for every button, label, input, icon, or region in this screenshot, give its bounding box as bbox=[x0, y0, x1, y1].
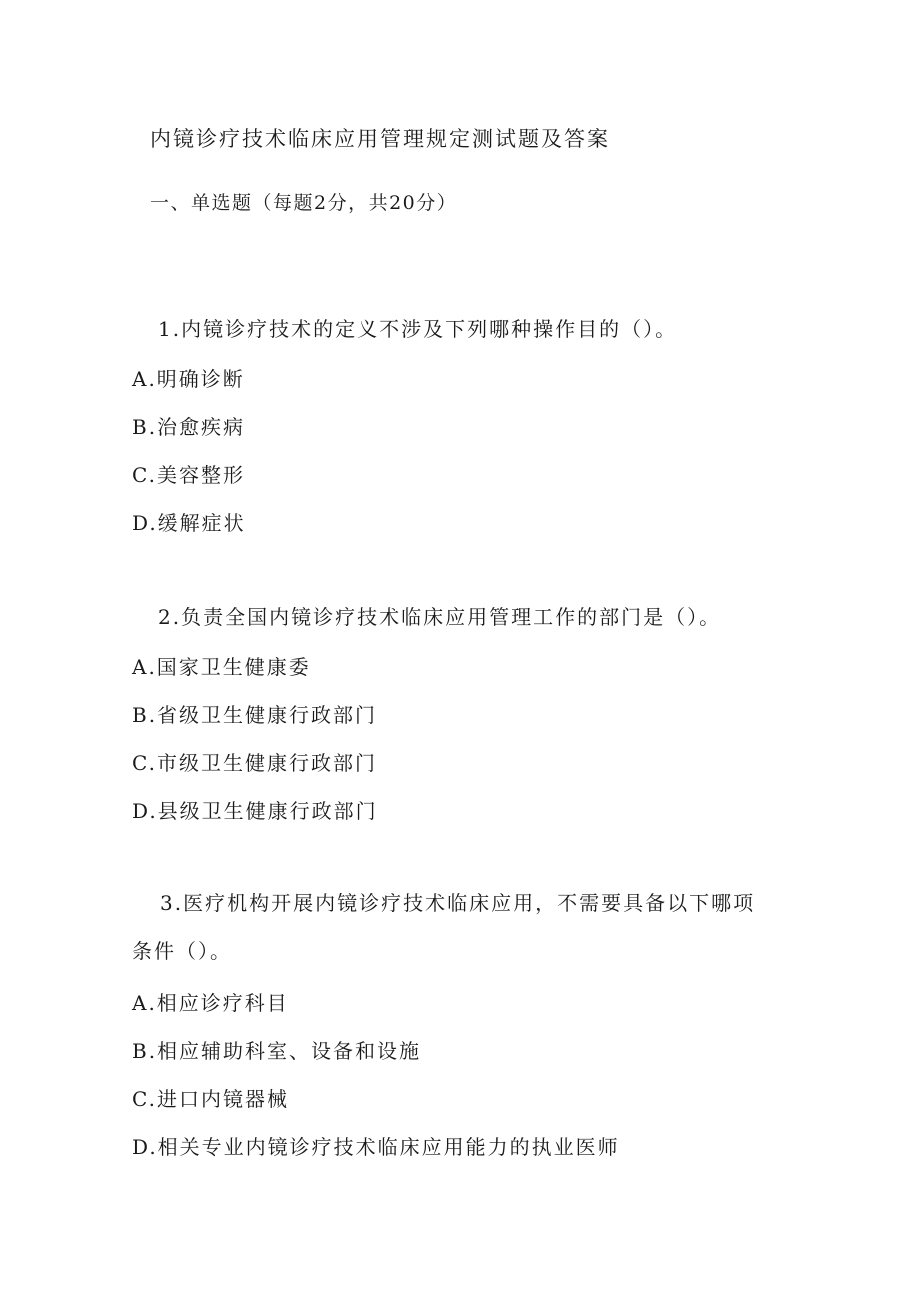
question-1-option-a: A.明确诊断 bbox=[132, 367, 245, 391]
question-1-option-c: C.美容整形 bbox=[132, 463, 245, 487]
question-1-stem: 1.内镜诊疗技术的定义不涉及下列哪种操作目的（）。 bbox=[158, 317, 678, 341]
question-2-stem: 2.负责全国内镜诊疗技术临床应用管理工作的部门是（）。 bbox=[158, 605, 722, 629]
document-title: 内镜诊疗技术临床应用管理规定测试题及答案 bbox=[150, 127, 610, 151]
question-3-option-a: A.相应诊疗科目 bbox=[132, 991, 289, 1015]
question-2-option-c: C.市级卫生健康行政部门 bbox=[132, 751, 377, 775]
question-2-option-b: B.省级卫生健康行政部门 bbox=[132, 703, 378, 727]
question-2-option-a: A.国家卫生健康委 bbox=[132, 655, 311, 679]
question-3-option-d: D.相关专业内镜诊疗技术临床应用能力的执业医师 bbox=[132, 1135, 620, 1159]
question-3-stem: 3.医疗机构开展内镜诊疗技术临床应用，不需要具备以下哪项条件（）。 bbox=[132, 891, 756, 963]
section-heading: 一、单选题（每题2分，共20分） bbox=[150, 192, 458, 214]
question-3-option-b: B.相应辅助科室、设备和设施 bbox=[132, 1039, 422, 1063]
question-1-option-d: D.缓解症状 bbox=[132, 511, 246, 535]
question-1-option-b: B.治愈疾病 bbox=[132, 415, 246, 439]
question-3-option-c: C.进口内镜器械 bbox=[132, 1087, 289, 1111]
question-2-option-d: D.县级卫生健康行政部门 bbox=[132, 799, 378, 823]
